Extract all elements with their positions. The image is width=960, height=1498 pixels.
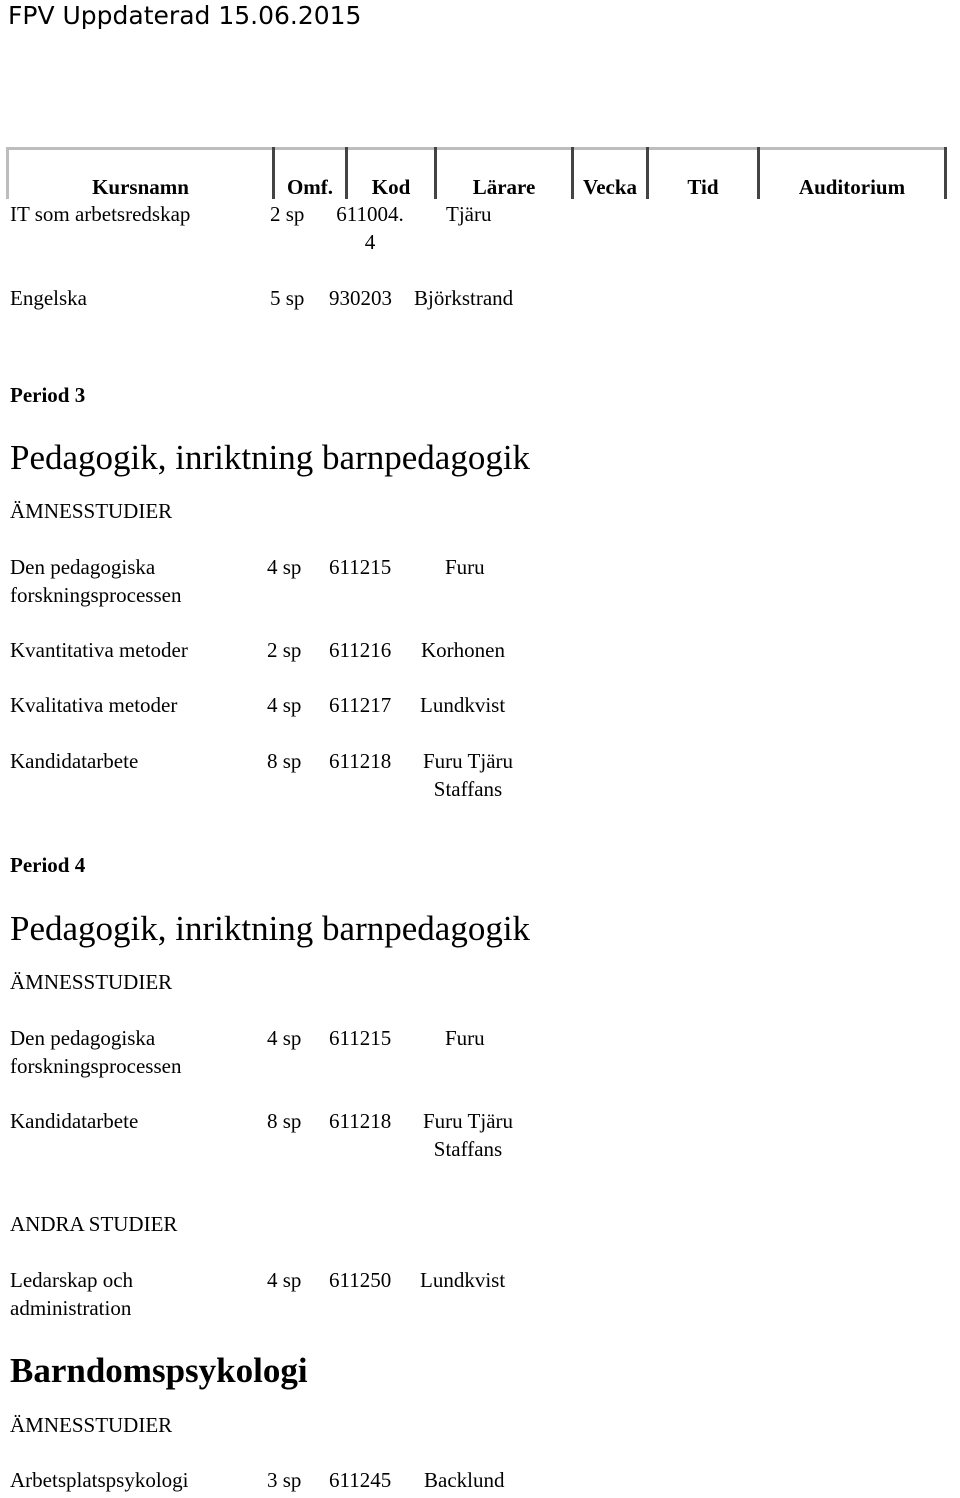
section-heading: ÄMNESSTUDIER: [10, 499, 173, 523]
course-credits: 3 sp: [267, 1468, 302, 1492]
schedule-table-header: [6, 147, 947, 199]
course-credits: 4 sp: [267, 1268, 302, 1292]
course-name: Kandidatarbete: [10, 749, 139, 773]
course-code: 611004. 4: [336, 202, 404, 254]
col-tid: Tid: [648, 149, 759, 200]
course-teacher: Lundkvist: [420, 693, 506, 717]
course-name: Den pedagogiska forskningsprocessen: [10, 555, 182, 607]
period-label: Period 3: [10, 383, 86, 407]
program-title: Pedagogik, inriktning barnpedagogik: [10, 909, 531, 948]
course-code: 611217: [329, 693, 392, 717]
course-teacher: Korhonen: [421, 638, 505, 662]
course-code: 611245: [329, 1468, 392, 1492]
course-code: 930203: [329, 286, 392, 310]
course-name: Kandidatarbete: [10, 1109, 139, 1133]
course-teacher: Tjäru: [446, 202, 492, 226]
course-name: Den pedagogiska forskningsprocessen: [10, 1026, 182, 1078]
section-heading: ANDRA STUDIER: [10, 1212, 178, 1236]
course-credits: 4 sp: [267, 693, 302, 717]
section-heading: ÄMNESSTUDIER: [10, 970, 173, 994]
course-teacher: Furu: [445, 555, 485, 579]
col-kod: Kod: [347, 149, 436, 200]
course-teacher: Backlund: [424, 1468, 505, 1492]
course-code: 611250: [329, 1268, 392, 1292]
program-title: Pedagogik, inriktning barnpedagogik: [10, 438, 531, 477]
course-name: Arbetsplatspsykologi: [10, 1468, 189, 1492]
program-title: Barndomspsykologi: [10, 1351, 308, 1390]
page-header: FPV Uppdaterad 15.06.2015: [8, 1, 362, 30]
col-vecka: Vecka: [573, 149, 648, 200]
course-credits: 2 sp: [267, 638, 302, 662]
course-credits: 4 sp: [267, 555, 302, 579]
col-kursnamn: Kursnamn: [8, 149, 274, 200]
course-credits: 2 sp: [270, 202, 305, 226]
section-heading: ÄMNESSTUDIER: [10, 1413, 173, 1437]
course-name: Kvantitativa metoder: [10, 638, 188, 662]
course-code: 611218: [329, 1109, 392, 1133]
course-teacher: Furu: [445, 1026, 485, 1050]
course-code: 611215: [329, 555, 392, 579]
course-teacher: Björkstrand: [414, 286, 514, 310]
period-label: Period 4: [10, 853, 86, 877]
course-name: Kvalitativa metoder: [10, 693, 178, 717]
course-teacher: Lundkvist: [420, 1268, 506, 1292]
course-credits: 8 sp: [267, 749, 302, 773]
course-credits: 4 sp: [267, 1026, 302, 1050]
course-credits: 8 sp: [267, 1109, 302, 1133]
course-credits: 5 sp: [270, 286, 305, 310]
course-code: 611216: [329, 638, 392, 662]
course-name: IT som arbetsredskap: [10, 202, 191, 226]
course-name: Engelska: [10, 286, 87, 310]
course-teacher: Furu Tjäru Staffans: [422, 749, 514, 801]
col-omf: Omf.: [274, 149, 347, 200]
col-larare: Lärare: [436, 149, 573, 200]
course-code: 611215: [329, 1026, 392, 1050]
course-teacher: Furu Tjäru Staffans: [422, 1109, 514, 1161]
course-name: Ledarskap och administration: [10, 1268, 134, 1320]
col-auditorium: Auditorium: [759, 149, 946, 200]
course-code: 611218: [329, 749, 392, 773]
